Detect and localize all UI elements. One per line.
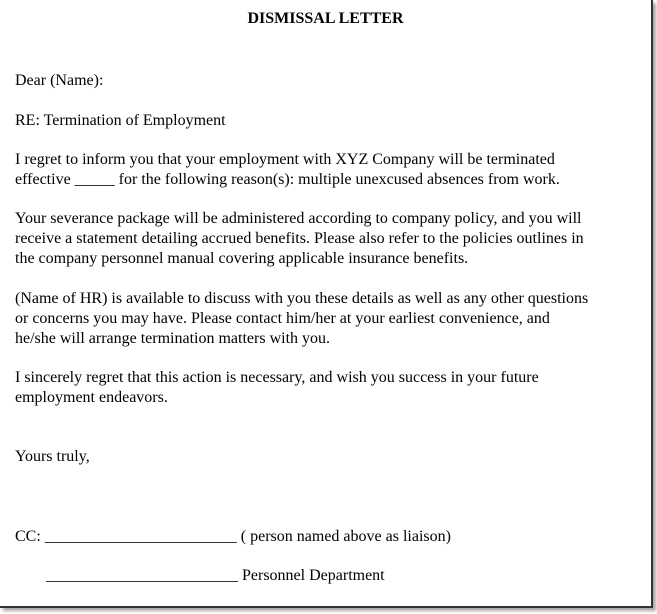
paragraph-3-line-3: he/she will arrange termination matters with you. (15, 330, 331, 347)
subject-line: RE: Termination of Employment (15, 112, 226, 129)
paragraph-2-line-2: receive a statement detailing accrued benefits. Please also refer to the policies outlines in (15, 230, 584, 247)
cc-line: CC: ________________________ ( person named above as liaison) (15, 528, 451, 545)
paragraph-2-line-3: the company personnel manual covering applicable insurance benefits. (15, 250, 469, 267)
paragraph-3-line-1: (Name of HR) is available to discuss with you these details as well as any other questions (15, 290, 589, 307)
closing: Yours truly, (15, 448, 90, 465)
personnel-department-line: ________________________ Personnel Department (46, 567, 385, 584)
paragraph-2-line-1: Your severance package will be administered according to company policy, and you will (15, 210, 582, 227)
salutation: Dear (Name): (15, 72, 104, 89)
paragraph-3-line-2: or concerns you may have. Please contact him/her at your earliest convenience, and (15, 310, 550, 327)
paragraph-4-line-2: employment endeavors. (15, 389, 168, 406)
letter-title: DISMISSAL LETTER (247, 10, 404, 27)
paragraph-1-line-2: effective _____ for the following reason(s): multiple unexcused absences from work. (15, 171, 560, 188)
paragraph-1-line-1: I regret to inform you that your employment with XYZ Company will be terminated (15, 151, 555, 168)
paragraph-4-line-1: I sincerely regret that this action is necessary, and wish you success in your future (15, 369, 539, 386)
